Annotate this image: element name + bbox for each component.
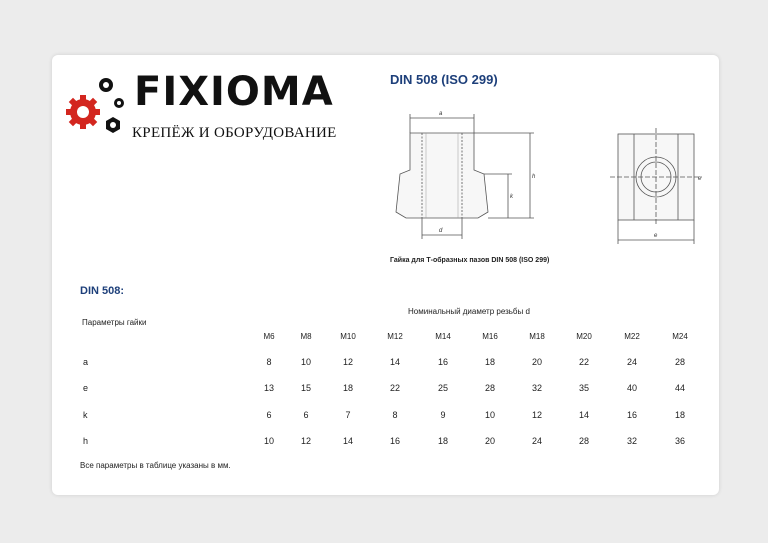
drawing-caption: Гайка для Т-образных пазов DIN 508 (ISO 299) (390, 257, 550, 264)
table-cell-e-m12: 22 (389, 383, 401, 393)
table-cell-a-m10: 12 (342, 357, 354, 367)
document-sheet (52, 55, 719, 495)
table-cell-h-m24: 36 (674, 436, 686, 446)
table-cell-h-m12: 16 (389, 436, 401, 446)
row-label-e: e (83, 383, 89, 393)
technical-drawing (382, 100, 702, 250)
table-group-header: Номинальный диаметр резьбы d (408, 307, 530, 316)
table-cell-k-m14: 9 (440, 410, 446, 420)
table-cell-k-m24: 18 (674, 410, 686, 420)
table-cell-k-m10: 7 (345, 410, 351, 420)
table-cell-h-m16: 20 (484, 436, 496, 446)
table-note: Все параметры в таблице указаны в мм. (80, 461, 231, 470)
column-header-m20: M20 (576, 332, 592, 341)
row-label-a: a (83, 357, 89, 367)
table-params-header: Параметры гайки (82, 318, 147, 327)
table-cell-k-m18: 12 (531, 410, 543, 420)
table-cell-k-m6: 6 (266, 410, 272, 420)
table-cell-e-m18: 32 (531, 383, 543, 393)
table-cell-e-m16: 28 (484, 383, 496, 393)
table-cell-k-m22: 16 (626, 410, 638, 420)
table-cell-h-m14: 18 (437, 436, 449, 446)
dim-label-h: h (532, 174, 536, 180)
table-cell-a-m12: 14 (389, 357, 401, 367)
logo-wordmark: FIXIOMA (134, 69, 334, 115)
column-header-m8: M8 (300, 332, 312, 341)
table-cell-a-m24: 28 (674, 357, 686, 367)
column-header-m14: M14 (435, 332, 451, 341)
table-cell-a-m6: 8 (266, 357, 272, 367)
dim-label-d: d (439, 228, 443, 234)
column-header-m12: M12 (387, 332, 403, 341)
table-cell-a-m16: 18 (484, 357, 496, 367)
column-header-m22: M22 (624, 332, 640, 341)
column-header-m18: M18 (529, 332, 545, 341)
table-cell-e-m20: 35 (578, 383, 590, 393)
column-header-m10: M10 (340, 332, 356, 341)
row-label-h: h (83, 436, 89, 446)
table-cell-k-m8: 6 (303, 410, 309, 420)
dim-label-k: k (510, 194, 513, 200)
table-cell-a-m14: 16 (437, 357, 449, 367)
table-cell-a-m8: 10 (300, 357, 312, 367)
table-cell-e-m6: 13 (263, 383, 275, 393)
table-cell-a-m22: 24 (626, 357, 638, 367)
table-cell-h-m22: 32 (626, 436, 638, 446)
column-header-m16: M16 (482, 332, 498, 341)
table-cell-e-m8: 15 (300, 383, 312, 393)
gear-logo-icon (66, 75, 130, 137)
company-logo (66, 69, 366, 139)
table-cell-k-m16: 10 (484, 410, 496, 420)
table-cell-h-m6: 10 (263, 436, 275, 446)
dim-label-a: a (439, 111, 443, 117)
table-cell-e-m10: 18 (342, 383, 354, 393)
table-cell-h-m10: 14 (342, 436, 354, 446)
t-nut-side-view (396, 133, 488, 218)
column-header-m6: M6 (263, 332, 275, 341)
table-cell-h-m20: 28 (578, 436, 590, 446)
dim-label-e-bottom: e (654, 233, 658, 239)
table-cell-a-m18: 20 (531, 357, 543, 367)
dim-label-e-right: e (698, 176, 702, 182)
table-cell-k-m20: 14 (578, 410, 590, 420)
column-header-m24: M24 (672, 332, 688, 341)
table-cell-e-m14: 25 (437, 383, 449, 393)
logo-tagline: КРЕПЁЖ И ОБОРУДОВАНИЕ (132, 125, 337, 141)
table-cell-a-m20: 22 (578, 357, 590, 367)
table-cell-k-m12: 8 (392, 410, 398, 420)
row-label-k: k (83, 410, 88, 420)
table-cell-h-m18: 24 (531, 436, 543, 446)
table-cell-e-m24: 44 (674, 383, 686, 393)
table-cell-h-m8: 12 (300, 436, 312, 446)
table-title: DIN 508: (80, 285, 125, 297)
table-cell-e-m22: 40 (626, 383, 638, 393)
drawing-title: DIN 508 (ISO 299) (390, 72, 498, 87)
